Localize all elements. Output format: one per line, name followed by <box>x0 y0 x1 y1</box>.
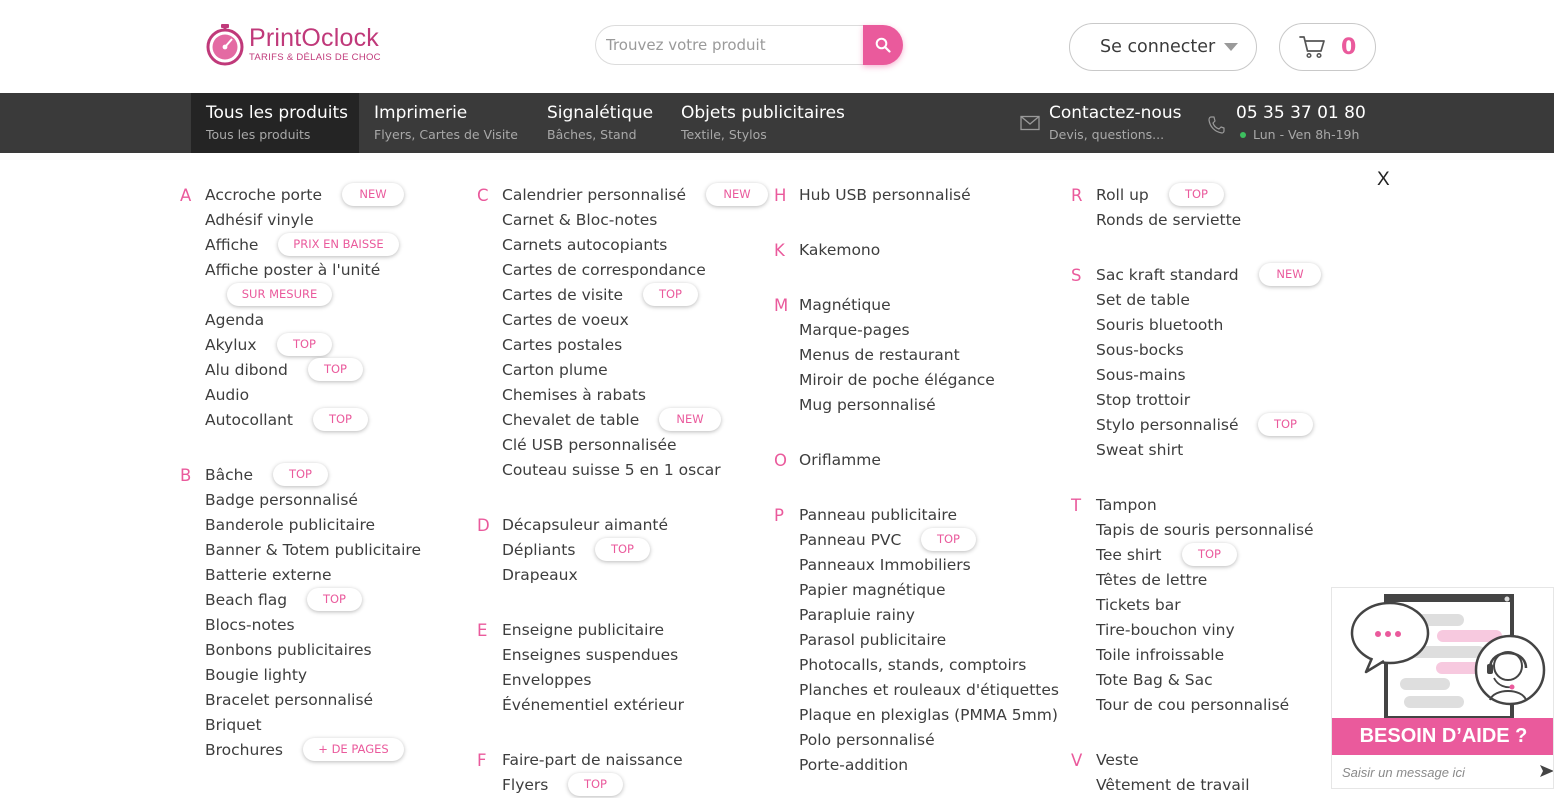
menu-item-tote-bag-sac[interactable]: Tote Bag & Sac <box>1096 671 1213 689</box>
badge-new: NEW <box>659 408 721 431</box>
menu-item-plaque-en-plexiglas-pmma-5mm[interactable]: Plaque en plexiglas (PMMA 5mm) <box>799 706 1058 724</box>
menu-item-stop-trottoir[interactable]: Stop trottoir <box>1096 391 1191 409</box>
menu-item-badge-personnalise[interactable]: Badge personnalisé <box>205 491 358 509</box>
menu-item-bonbons-publicitaires[interactable]: Bonbons publicitaires <box>205 641 372 659</box>
nav-contact[interactable] <box>1049 93 1181 153</box>
cart-button[interactable] <box>1279 23 1376 71</box>
menu-item-carnet-bloc-notes[interactable]: Carnet & Bloc-notes <box>502 211 658 229</box>
menu-letter-r: R <box>1071 186 1083 205</box>
online-status-dot <box>1240 132 1246 138</box>
menu-item-tour-de-cou-personnalise[interactable]: Tour de cou personnalisé <box>1096 696 1290 714</box>
menu-item-marque-pages[interactable]: Marque-pages <box>799 321 910 339</box>
menu-item-tire-bouchon-viny[interactable]: Tire-bouchon viny <box>1096 621 1235 639</box>
chat-open-button[interactable]: BESOIN D’AIDE ? <box>1332 718 1554 755</box>
main-navigation <box>0 93 1554 153</box>
menu-item-bougie-lighty[interactable]: Bougie lighty <box>205 666 308 684</box>
menu-item-bracelet-personnalise[interactable]: Bracelet personnalisé <box>205 691 374 709</box>
menu-item-adhesif-vinyle[interactable]: Adhésif vinyle <box>205 211 314 229</box>
nav-sub-label: Flyers, Cartes de Visite <box>374 127 518 142</box>
send-icon[interactable] <box>1539 764 1554 778</box>
menu-item-cartes-de-correspondance[interactable]: Cartes de correspondance <box>502 261 706 279</box>
badge-sur-mesure: SUR MESURE <box>227 283 332 306</box>
menu-item-sous-bocks[interactable]: Sous-bocks <box>1096 341 1184 359</box>
menu-letter-a: A <box>180 186 192 205</box>
menu-item-tampon[interactable]: Tampon <box>1096 496 1157 514</box>
menu-item-calendrier-personnalise[interactable]: Calendrier personnalisé <box>502 186 687 204</box>
badge-top: TOP <box>568 773 623 796</box>
menu-letter-h: H <box>774 186 787 205</box>
contact-sub-label: Devis, questions... <box>1049 127 1165 142</box>
chevron-down-icon <box>1224 43 1238 51</box>
menu-item-veste[interactable]: Veste <box>1096 751 1139 769</box>
menu-letter-m: M <box>774 296 789 315</box>
menu-letter-s: S <box>1071 266 1082 285</box>
menu-letter-b: B <box>180 466 192 485</box>
contact-label: Contactez-nous <box>1049 103 1182 123</box>
menu-item-vetement-de-travail[interactable]: Vêtement de travail <box>1096 776 1250 794</box>
menu-item-cartes-de-visite[interactable]: Cartes de visite <box>502 286 624 304</box>
menu-item-tapis-de-souris-personnalise[interactable]: Tapis de souris personnalisé <box>1096 521 1314 539</box>
badge-top: TOP <box>643 283 698 306</box>
menu-letter-t: T <box>1071 496 1082 515</box>
nav-imprimerie[interactable] <box>374 93 518 153</box>
menu-item-bache[interactable]: Bâche <box>205 466 254 484</box>
nav-sub-label: Bâches, Stand <box>547 127 637 142</box>
menu-item-parasol-publicitaire[interactable]: Parasol publicitaire <box>799 631 947 649</box>
menu-item-couteau-suisse-5-en-1-oscar[interactable]: Couteau suisse 5 en 1 oscar <box>502 461 721 479</box>
nav-label: Signalétique <box>547 103 654 123</box>
nav-label: Imprimerie <box>374 103 468 123</box>
menu-item-sous-mains[interactable]: Sous-mains <box>1096 366 1186 384</box>
search-button[interactable] <box>863 25 903 65</box>
support-agent-illustration-icon <box>1332 588 1554 718</box>
menu-item-akylux[interactable]: Akylux <box>205 336 257 354</box>
menu-item-toile-infroissable[interactable]: Toile infroissable <box>1096 646 1225 664</box>
menu-item-depliants[interactable]: Dépliants <box>502 541 576 559</box>
badge-top: TOP <box>273 463 328 486</box>
menu-item-panneau-publicitaire[interactable]: Panneau publicitaire <box>799 506 957 524</box>
menu-item-souris-bluetooth[interactable]: Souris bluetooth <box>1096 316 1224 334</box>
menu-item-sac-kraft-standard[interactable]: Sac kraft standard <box>1096 266 1239 284</box>
menu-item-roll-up[interactable]: Roll up <box>1096 186 1149 204</box>
menu-item-magnetique[interactable]: Magnétique <box>799 296 891 314</box>
menu-letter-c: C <box>477 186 489 205</box>
nav-label: Objets publicitaires <box>681 103 845 123</box>
menu-item-drapeaux[interactable]: Drapeaux <box>502 566 578 584</box>
login-label: Se connecter <box>1100 37 1216 57</box>
menu-item-panneau-pvc[interactable]: Panneau PVC <box>799 531 902 549</box>
badge-top: TOP <box>313 408 368 431</box>
menu-item-chevalet-de-table[interactable]: Chevalet de table <box>502 411 640 429</box>
search-bar <box>595 25 904 65</box>
badge-top: TOP <box>595 538 650 561</box>
menu-letter-e: E <box>477 621 488 640</box>
nav-objets-publicitaires[interactable] <box>681 93 845 153</box>
menu-item-blocs-notes[interactable]: Blocs-notes <box>205 616 295 634</box>
phone-hours: Lun - Ven 8h-19h <box>1253 127 1360 142</box>
menu-item-menus-de-restaurant[interactable]: Menus de restaurant <box>799 346 960 364</box>
menu-item-carton-plume[interactable]: Carton plume <box>502 361 608 379</box>
menu-letter-f: F <box>477 751 487 770</box>
close-menu-button[interactable]: X <box>1377 169 1390 190</box>
menu-item-carnets-autocopiants[interactable]: Carnets autocopiants <box>502 236 668 254</box>
menu-letter-o: O <box>774 451 787 470</box>
menu-item-sweat-shirt[interactable]: Sweat shirt <box>1096 441 1184 459</box>
brand-tagline: TARIFS & DÉLAIS DE CHOC <box>249 51 381 63</box>
menu-item-kakemono[interactable]: Kakemono <box>799 241 881 259</box>
badge-new: NEW <box>706 183 768 206</box>
menu-item-affiche[interactable]: Affiche <box>205 236 259 254</box>
menu-item-accroche-porte[interactable]: Accroche porte <box>205 186 323 204</box>
menu-item-chemises-a-rabats[interactable]: Chemises à rabats <box>502 386 646 404</box>
site-header <box>0 0 1554 93</box>
menu-item-planches-et-rouleaux-d-etiquettes[interactable]: Planches et rouleaux d'étiquettes <box>799 681 1059 699</box>
menu-item-autocollant[interactable]: Autocollant <box>205 411 294 429</box>
badge-top: TOP <box>308 358 363 381</box>
menu-item-beach-flag[interactable]: Beach flag <box>205 591 288 609</box>
menu-item-batterie-externe[interactable]: Batterie externe <box>205 566 332 584</box>
menu-item-brochures[interactable]: Brochures <box>205 741 283 759</box>
badge-top: TOP <box>307 588 362 611</box>
menu-item-audio[interactable]: Audio <box>205 386 250 404</box>
menu-letter-v: V <box>1071 751 1083 770</box>
nav-sub-label: Textile, Stylos <box>681 127 767 142</box>
menu-item-agenda[interactable]: Agenda <box>205 311 265 329</box>
nav-phone[interactable] <box>1236 93 1366 153</box>
badge-top: TOP <box>1169 183 1224 206</box>
login-button[interactable] <box>1069 23 1257 71</box>
menu-item-miroir-de-poche-elegance[interactable]: Miroir de poche élégance <box>799 371 995 389</box>
badge-new: NEW <box>1259 263 1321 286</box>
menu-item-evenementiel-exterieur[interactable]: Événementiel extérieur <box>502 696 684 714</box>
badge-top: TOP <box>921 528 976 551</box>
menu-item-papier-magnetique[interactable]: Papier magnétique <box>799 581 946 599</box>
badge-top: TOP <box>277 333 332 356</box>
menu-letter-d: D <box>477 516 490 535</box>
cart-count: 0 <box>1341 34 1357 60</box>
menu-item-ronds-de-serviette[interactable]: Ronds de serviette <box>1096 211 1242 229</box>
nav-label: Tous les produits <box>206 103 348 123</box>
menu-item-set-de-table[interactable]: Set de table <box>1096 291 1190 309</box>
badge-top: TOP <box>1182 543 1237 566</box>
menu-item-polo-personnalise[interactable]: Polo personnalisé <box>799 731 935 749</box>
menu-item-briquet[interactable]: Briquet <box>205 716 262 734</box>
menu-item-cle-usb-personnalisee[interactable]: Clé USB personnalisée <box>502 436 677 454</box>
chat-widget <box>1331 587 1554 789</box>
nav-signaletique[interactable] <box>547 93 653 153</box>
menu-item-enseigne-publicitaire[interactable]: Enseigne publicitaire <box>502 621 665 639</box>
phone-icon <box>1207 115 1225 135</box>
menu-item-porte-addition[interactable]: Porte-addition <box>799 756 909 774</box>
menu-item-faire-part-de-naissance[interactable]: Faire-part de naissance <box>502 751 683 769</box>
mail-icon <box>1020 115 1040 131</box>
menu-item-enveloppes[interactable]: Enveloppes <box>502 671 592 689</box>
menu-letter-k: K <box>774 241 785 260</box>
menu-item-decapsuleur-aimante[interactable]: Décapsuleur aimanté <box>502 516 669 534</box>
menu-item-banderole-publicitaire[interactable]: Banderole publicitaire <box>205 516 376 534</box>
badge-prix-en-baisse: PRIX EN BAISSE <box>278 233 399 256</box>
brand-name: PrintOclock <box>249 23 380 52</box>
menu-item-tetes-de-lettre[interactable]: Têtes de lettre <box>1096 571 1208 589</box>
brand-logo[interactable] <box>205 22 405 66</box>
nav-sub-label: Tous les produits <box>206 127 311 142</box>
menu-item-cartes-postales[interactable]: Cartes postales <box>502 336 623 354</box>
menu-item-parapluie-rainy[interactable]: Parapluie rainy <box>799 606 915 624</box>
menu-item-hub-usb-personnalise[interactable]: Hub USB personnalisé <box>799 186 971 204</box>
stopwatch-logo-icon <box>205 22 245 66</box>
menu-item-panneaux-immobiliers[interactable]: Panneaux Immobiliers <box>799 556 971 574</box>
phone-number: 05 35 37 01 80 <box>1236 103 1366 123</box>
badge-de-pages: + DE PAGES <box>303 738 404 761</box>
search-input[interactable] <box>595 25 870 65</box>
badge-top: TOP <box>1258 413 1313 436</box>
menu-item-tee-shirt[interactable]: Tee shirt <box>1096 546 1162 564</box>
badge-new: NEW <box>342 183 404 206</box>
menu-item-banner-totem-publicitaire[interactable]: Banner & Totem publicitaire <box>205 541 421 559</box>
menu-item-stylo-personnalise[interactable]: Stylo personnalisé <box>1096 416 1239 434</box>
menu-item-alu-dibond[interactable]: Alu dibond <box>205 361 288 379</box>
search-icon <box>875 37 891 53</box>
cart-icon <box>1299 35 1326 59</box>
menu-item-affiche-poster-a-l-unite[interactable]: Affiche poster à l'unité <box>205 261 381 279</box>
menu-letter-p: P <box>774 506 784 525</box>
menu-item-enseignes-suspendues[interactable]: Enseignes suspendues <box>502 646 679 664</box>
chat-message-input[interactable] <box>1332 758 1537 786</box>
menu-item-photocalls-stands-comptoirs[interactable]: Photocalls, stands, comptoirs <box>799 656 1027 674</box>
menu-item-oriflamme[interactable]: Oriflamme <box>799 451 881 469</box>
nav-tous-les-produits[interactable] <box>191 93 359 153</box>
menu-item-mug-personnalise[interactable]: Mug personnalisé <box>799 396 936 414</box>
menu-item-tickets-bar[interactable]: Tickets bar <box>1096 596 1181 614</box>
menu-item-flyers[interactable]: Flyers <box>502 776 549 794</box>
menu-item-cartes-de-voeux[interactable]: Cartes de voeux <box>502 311 629 329</box>
